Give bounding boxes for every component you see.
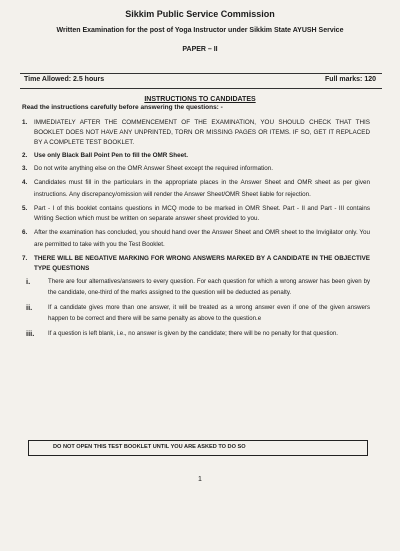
time-allowed: Time Allowed: 2.5 hours <box>24 76 105 83</box>
sub-item-text: There are four alternatives/answers to every question. For each question for which a wrong answer has been given by the candidate, one-third of the marks assigned to the question will be deducted as penalty. <box>48 278 370 296</box>
instruction-item <box>22 151 370 161</box>
instruction-item <box>22 164 370 174</box>
item-number: 1. <box>22 119 28 126</box>
sub-item-text: If a candidate gives more than one answer, it will be treated as a wrong answer even if one of the given answers happen to be correct and there will be same penalty as above to the question.e <box>48 304 370 322</box>
exam-title: Written Examination for the post of Yoga Instructor under Sikkim State AYUSH Service <box>56 27 344 34</box>
org-title: Sikkim Public Service Commission <box>125 9 275 19</box>
item-text: Candidates must fill in the particulars in the appropriate places in the Answer Sheet and OMR sheet as per given instructions. Any discrepancy/omission will render the Answer Sheet/OMR Sheet liable for rejection. <box>34 179 370 198</box>
paper-title: PAPER – II <box>182 46 218 53</box>
sub-item-number: iii. <box>26 329 35 338</box>
item-text: Part - I of this booklet contains questions in MCQ mode to be marked in OMR Sheet. Part - II and Part - III contains Writing Section which must be written on separate answer sheet provided to you. <box>34 205 370 222</box>
sub-item-number: ii. <box>26 303 33 312</box>
item-text: THERE WILL BE NEGATIVE MARKING FOR WRONG ANSWERS MARKED BY A CANDIDATE IN THE OBJECTIVE TYPE QUESTIONS <box>34 255 370 272</box>
item-number: 2. <box>22 152 28 159</box>
penalty-sublist <box>22 277 370 340</box>
instruction-item <box>22 177 370 201</box>
instructions-intro: Read the instructions carefully before answering the questions: - <box>22 104 223 111</box>
item-text: IMMEDIATELY AFTER THE COMMENCEMENT OF THE EXAMINATION, YOU SHOULD CHECK THAT THIS BOOKLET DOES NOT HAVE ANY UNPRINTED, TORN OR MISSING PAGES OR ITEMS. IF SO, GET IT REPLACED BY A COMPLETE TEST BOOKLET. <box>34 119 370 146</box>
page-number: 1 <box>198 476 202 483</box>
item-number: 5. <box>22 205 28 212</box>
divider-top <box>20 73 382 74</box>
instruction-item <box>22 227 370 251</box>
divider-bottom <box>20 88 382 89</box>
full-marks: Full marks: 120 <box>325 76 376 83</box>
instruction-item <box>22 254 370 274</box>
notice-box <box>28 440 368 456</box>
item-text: After the examination has concluded, you should hand over the Answer Sheet and OMR sheet to the Invigilator only. You are permitted to take with you the Test Booklet. <box>34 229 370 248</box>
item-number: 6. <box>22 229 28 236</box>
sub-item <box>22 277 370 298</box>
sub-item <box>22 303 370 324</box>
sub-item-text: If a question is left blank, i.e., no answer is given by the candidate; there will be no penalty for that question. <box>48 330 338 337</box>
item-text: Use only Black Ball Point Pen to fill the OMR Sheet. <box>34 152 188 159</box>
item-number: 3. <box>22 165 28 172</box>
instruction-list <box>22 118 370 345</box>
item-text: Do not write anything else on the OMR Answer Sheet except the required information. <box>34 165 274 172</box>
instructions-title: INSTRUCTIONS TO CANDIDATES <box>144 96 256 103</box>
instruction-item <box>22 204 370 224</box>
instruction-item <box>22 118 370 148</box>
notice-text: DO NOT OPEN THIS TEST BOOKLET UNTIL YOU ARE ASKED TO DO SO <box>53 444 246 450</box>
item-number: 7. <box>22 255 28 262</box>
sub-item <box>22 329 370 340</box>
item-number: 4. <box>22 179 28 186</box>
meta-row <box>24 76 376 83</box>
sub-item-number: i. <box>26 277 31 286</box>
